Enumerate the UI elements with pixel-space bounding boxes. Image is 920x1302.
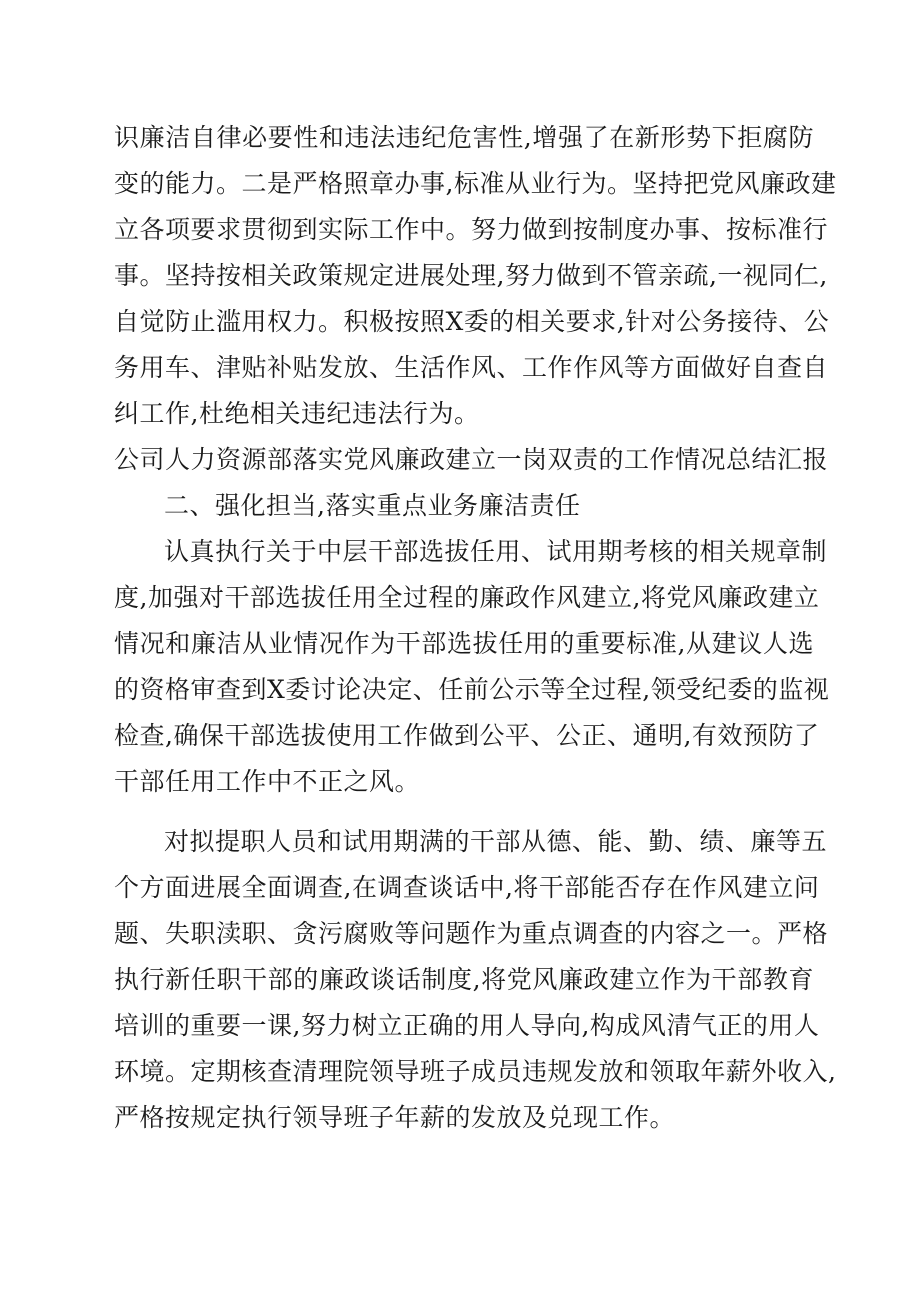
para2-line-6: 干部任用工作中不正之风。 bbox=[114, 767, 421, 796]
para3-line-5: 培训的重要一课,努力树立正确的用人导向,构成风清气正的用人 bbox=[114, 1011, 820, 1040]
para1-line-6: 务用车、津贴补贴发放、生活作风、工作作风等方面做好自查自 bbox=[114, 353, 829, 382]
para1-line-3: 立各项要求贯彻到实际工作中。努力做到按制度办事、按标准行 bbox=[114, 215, 829, 244]
para2-line-4: 的资格审查到X委讨论决定、任前公示等全过程,领受纪委的监视 bbox=[114, 675, 830, 704]
para1-line-2: 变的能力。二是严格照章办事,标准从业行为。坚持把党风廉政建 bbox=[114, 169, 837, 198]
section-heading: 二、强化担当,落实重点业务廉洁责任 bbox=[164, 491, 581, 520]
para3-line-3: 题、失职渎职、贪污腐败等问题作为重点调查的内容之一。严格 bbox=[114, 919, 829, 948]
document-title: 公司人力资源部落实党风廉政建立一岗双责的工作情况总结汇报 bbox=[114, 445, 829, 474]
para2-line-3: 情况和廉洁从业情况作为干部选拔任用的重要标准,从建议人选 bbox=[114, 629, 814, 658]
para1-line-1: 识廉洁自律必要性和违法违纪危害性,增强了在新形势下拒腐防 bbox=[114, 123, 814, 152]
para1-line-4: 事。坚持按相关政策规定进展处理,努力做到不管亲疏,一视同仁, bbox=[114, 261, 828, 290]
para3-line-7: 严格按规定执行领导班子年薪的发放及兑现工作。 bbox=[114, 1103, 676, 1132]
para3-line-6: 环境。定期核查清理院领导班子成员违规发放和领取年薪外收入, bbox=[114, 1057, 837, 1086]
para2-line-1: 认真执行关于中层干部选拔任用、试用期考核的相关规章制 bbox=[164, 537, 828, 566]
para3-line-4: 执行新任职干部的廉政谈话制度,将党风廉政建立作为干部教育 bbox=[114, 965, 814, 994]
para1-line-5: 自觉防止滥用权力。积极按照X委的相关要求,针对公务接待、公 bbox=[114, 307, 830, 336]
para2-line-2: 度,加强对干部选拔任用全过程的廉政作风建立,将党风廉政建立 bbox=[114, 583, 820, 612]
para2-line-5: 检查,确保干部选拔使用工作做到公平、公正、通明,有效预防了 bbox=[114, 721, 820, 750]
para3-line-1: 对拟提职人员和试用期满的干部从德、能、勤、绩、廉等五 bbox=[164, 827, 828, 856]
para3-line-2: 个方面进展全面调查,在调查谈话中,将干部能否存在作风建立问 bbox=[114, 873, 820, 902]
para1-line-7: 纠工作,杜绝相关违纪违法行为。 bbox=[114, 399, 480, 428]
